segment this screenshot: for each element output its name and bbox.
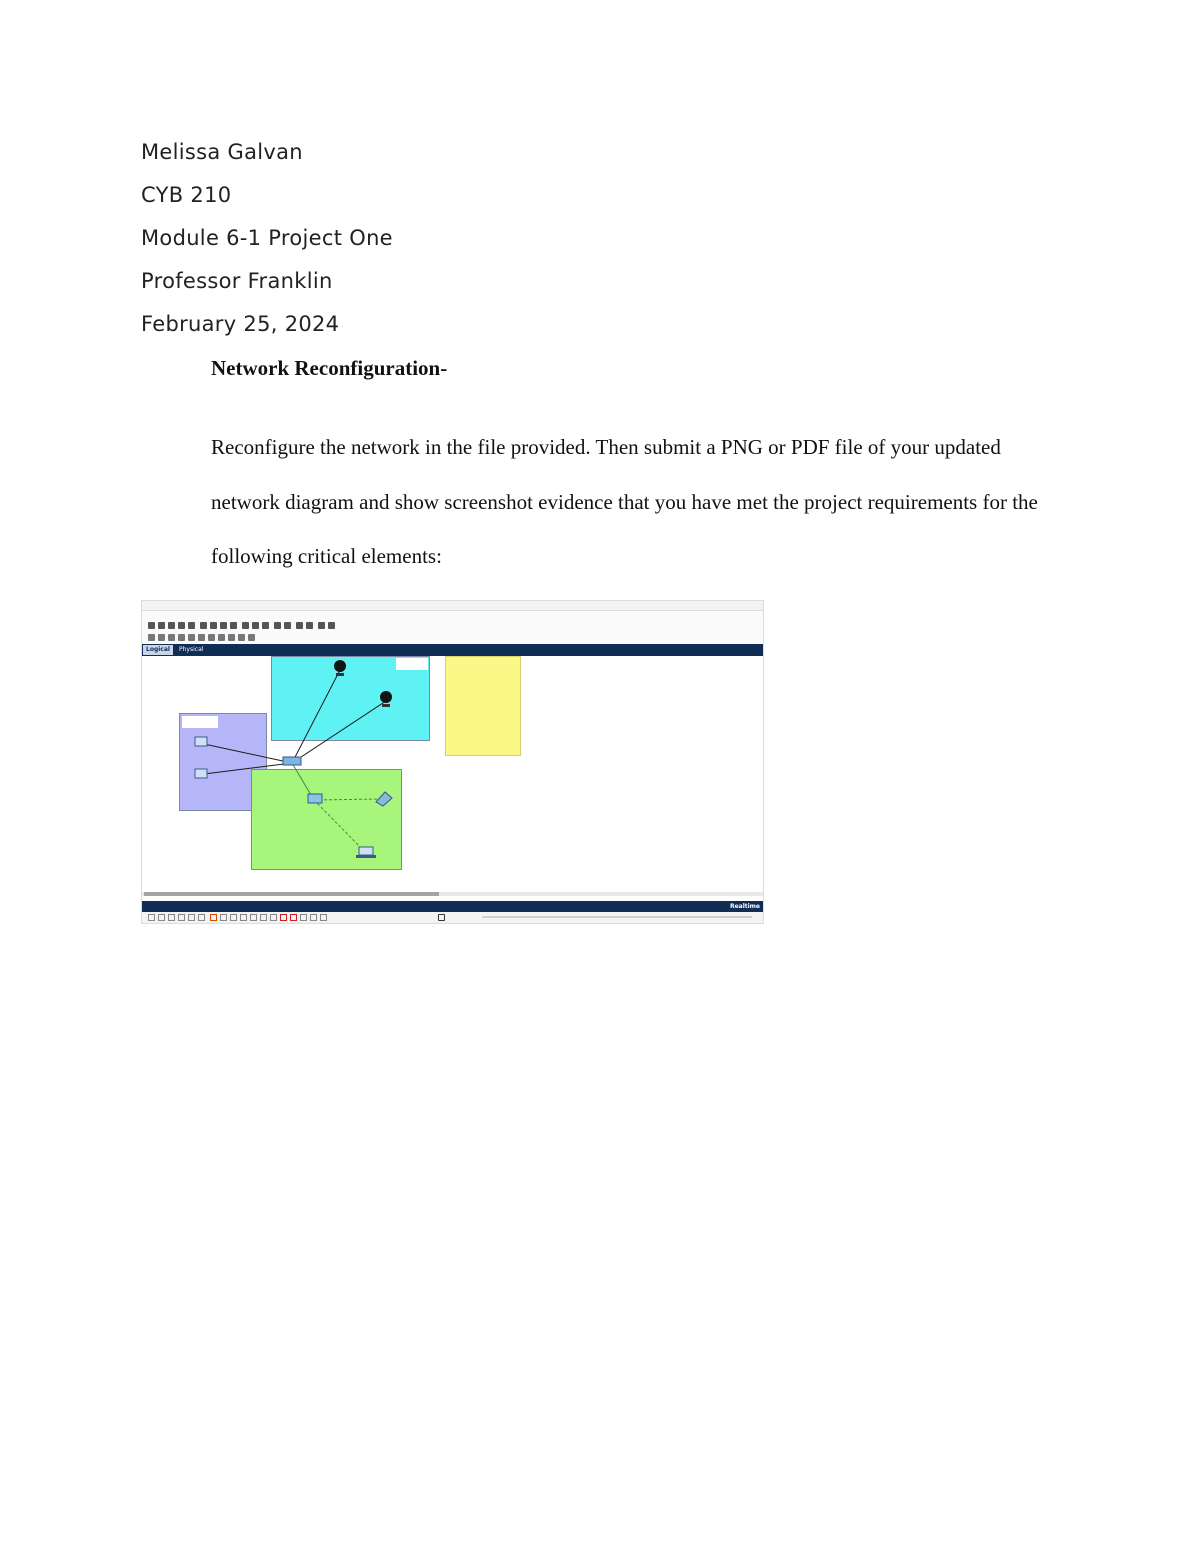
pc-icon bbox=[195, 769, 207, 778]
draw-freeform-icon bbox=[228, 634, 235, 641]
straight-cable-icon[interactable] bbox=[230, 914, 237, 921]
link-switch-pc-1 bbox=[204, 744, 292, 763]
new-file-icon bbox=[148, 622, 155, 629]
undo-icon bbox=[220, 622, 227, 629]
tab-physical[interactable]: Physical bbox=[179, 646, 204, 653]
palette-icon bbox=[274, 622, 281, 629]
app-title-bar bbox=[142, 601, 763, 611]
realtime-mode-label[interactable]: Realtime bbox=[729, 903, 760, 910]
copy-icon bbox=[200, 622, 207, 629]
security-category-icon[interactable] bbox=[188, 914, 195, 921]
zoom-out-icon bbox=[252, 622, 259, 629]
camera-icon bbox=[334, 660, 346, 672]
status-bar bbox=[142, 901, 763, 912]
assignment-title: Module 6-1 Project One bbox=[141, 226, 393, 250]
author-name: Melissa Galvan bbox=[141, 140, 303, 164]
coaxial-cable-icon[interactable] bbox=[270, 914, 277, 921]
app-toolbar-secondary bbox=[142, 632, 763, 644]
network-diagram-screenshot bbox=[141, 600, 764, 924]
app-menu-bar bbox=[142, 611, 763, 620]
camera-base bbox=[336, 673, 344, 676]
device-tray bbox=[142, 912, 763, 923]
select-tool-icon bbox=[148, 634, 155, 641]
resize-tool-icon bbox=[178, 634, 185, 641]
draw-rectangle-icon bbox=[208, 634, 215, 641]
octal-cable-icon[interactable] bbox=[300, 914, 307, 921]
paste-icon bbox=[210, 622, 217, 629]
wizard-icon bbox=[188, 622, 195, 629]
scrollbar-thumb[interactable] bbox=[144, 892, 439, 896]
inspect-tool-icon bbox=[158, 634, 165, 641]
section-heading: Network Reconfiguration- bbox=[211, 356, 448, 380]
camera-base bbox=[382, 704, 390, 707]
console-cable-icon[interactable] bbox=[220, 914, 227, 921]
place-note-icon bbox=[188, 634, 195, 641]
print-icon bbox=[178, 622, 185, 629]
cluster-icon bbox=[306, 622, 313, 629]
activity-wizard-icon bbox=[328, 622, 335, 629]
pdu-list-header bbox=[482, 916, 752, 918]
iot-cable-icon[interactable] bbox=[310, 914, 317, 921]
save-icon bbox=[168, 622, 175, 629]
link-switch-camera-1 bbox=[292, 670, 340, 763]
open-file-icon bbox=[158, 622, 165, 629]
note-icon bbox=[296, 622, 303, 629]
tablet-icon bbox=[376, 792, 392, 806]
zoom-reset-icon bbox=[262, 622, 269, 629]
scenario-toggle-icon[interactable] bbox=[438, 914, 445, 921]
body-paragraph: Reconfigure the network in the file provided. Then submit a PNG or PDF file of your updated network diagram and show screenshot evidence that you have met the project requirements for the following critical elements: bbox=[211, 435, 1038, 568]
draw-line-icon bbox=[198, 634, 205, 641]
add-complex-pdu-icon bbox=[248, 634, 255, 641]
horizontal-scrollbar[interactable] bbox=[142, 892, 763, 896]
viewport-icon bbox=[318, 622, 325, 629]
pc-icon bbox=[195, 737, 207, 746]
laptop-base bbox=[356, 855, 376, 858]
serial-dce-cable-icon[interactable] bbox=[280, 914, 287, 921]
serial-dte-cable-icon[interactable] bbox=[290, 914, 297, 921]
add-pdu-icon bbox=[238, 634, 245, 641]
document-date: February 25, 2024 bbox=[141, 312, 340, 336]
wireless-category-icon[interactable] bbox=[178, 914, 185, 921]
wireless-link-tablet bbox=[314, 799, 382, 800]
hub-category-icon[interactable] bbox=[168, 914, 175, 921]
topology-links bbox=[142, 656, 763, 892]
wireless-link-laptop bbox=[314, 800, 366, 853]
usb-cable-icon[interactable] bbox=[320, 914, 327, 921]
access-point-icon bbox=[308, 794, 322, 803]
router-category-icon[interactable] bbox=[148, 914, 155, 921]
device-dialog-icon bbox=[284, 622, 291, 629]
app-toolbar-primary bbox=[142, 620, 763, 632]
switch-icon bbox=[283, 757, 301, 765]
switch-category-icon[interactable] bbox=[158, 914, 165, 921]
zoom-in-icon bbox=[242, 622, 249, 629]
auto-connection-icon[interactable] bbox=[210, 914, 217, 921]
course-code: CYB 210 bbox=[141, 183, 232, 207]
crossover-cable-icon[interactable] bbox=[240, 914, 247, 921]
camera-icon bbox=[380, 691, 392, 703]
instructor-name: Professor Franklin bbox=[141, 269, 333, 293]
workspace-tab-bar bbox=[142, 644, 763, 656]
delete-tool-icon bbox=[168, 634, 175, 641]
laptop-icon bbox=[359, 847, 373, 855]
link-switch-pc-2 bbox=[204, 763, 292, 774]
draw-ellipse-icon bbox=[218, 634, 225, 641]
logical-workspace bbox=[142, 656, 763, 892]
phone-cable-icon[interactable] bbox=[260, 914, 267, 921]
redo-icon bbox=[230, 622, 237, 629]
wan-emulation-category-icon[interactable] bbox=[198, 914, 205, 921]
tab-logical[interactable]: Logical bbox=[143, 645, 173, 655]
link-switch-camera-2 bbox=[292, 701, 386, 763]
fiber-cable-icon[interactable] bbox=[250, 914, 257, 921]
